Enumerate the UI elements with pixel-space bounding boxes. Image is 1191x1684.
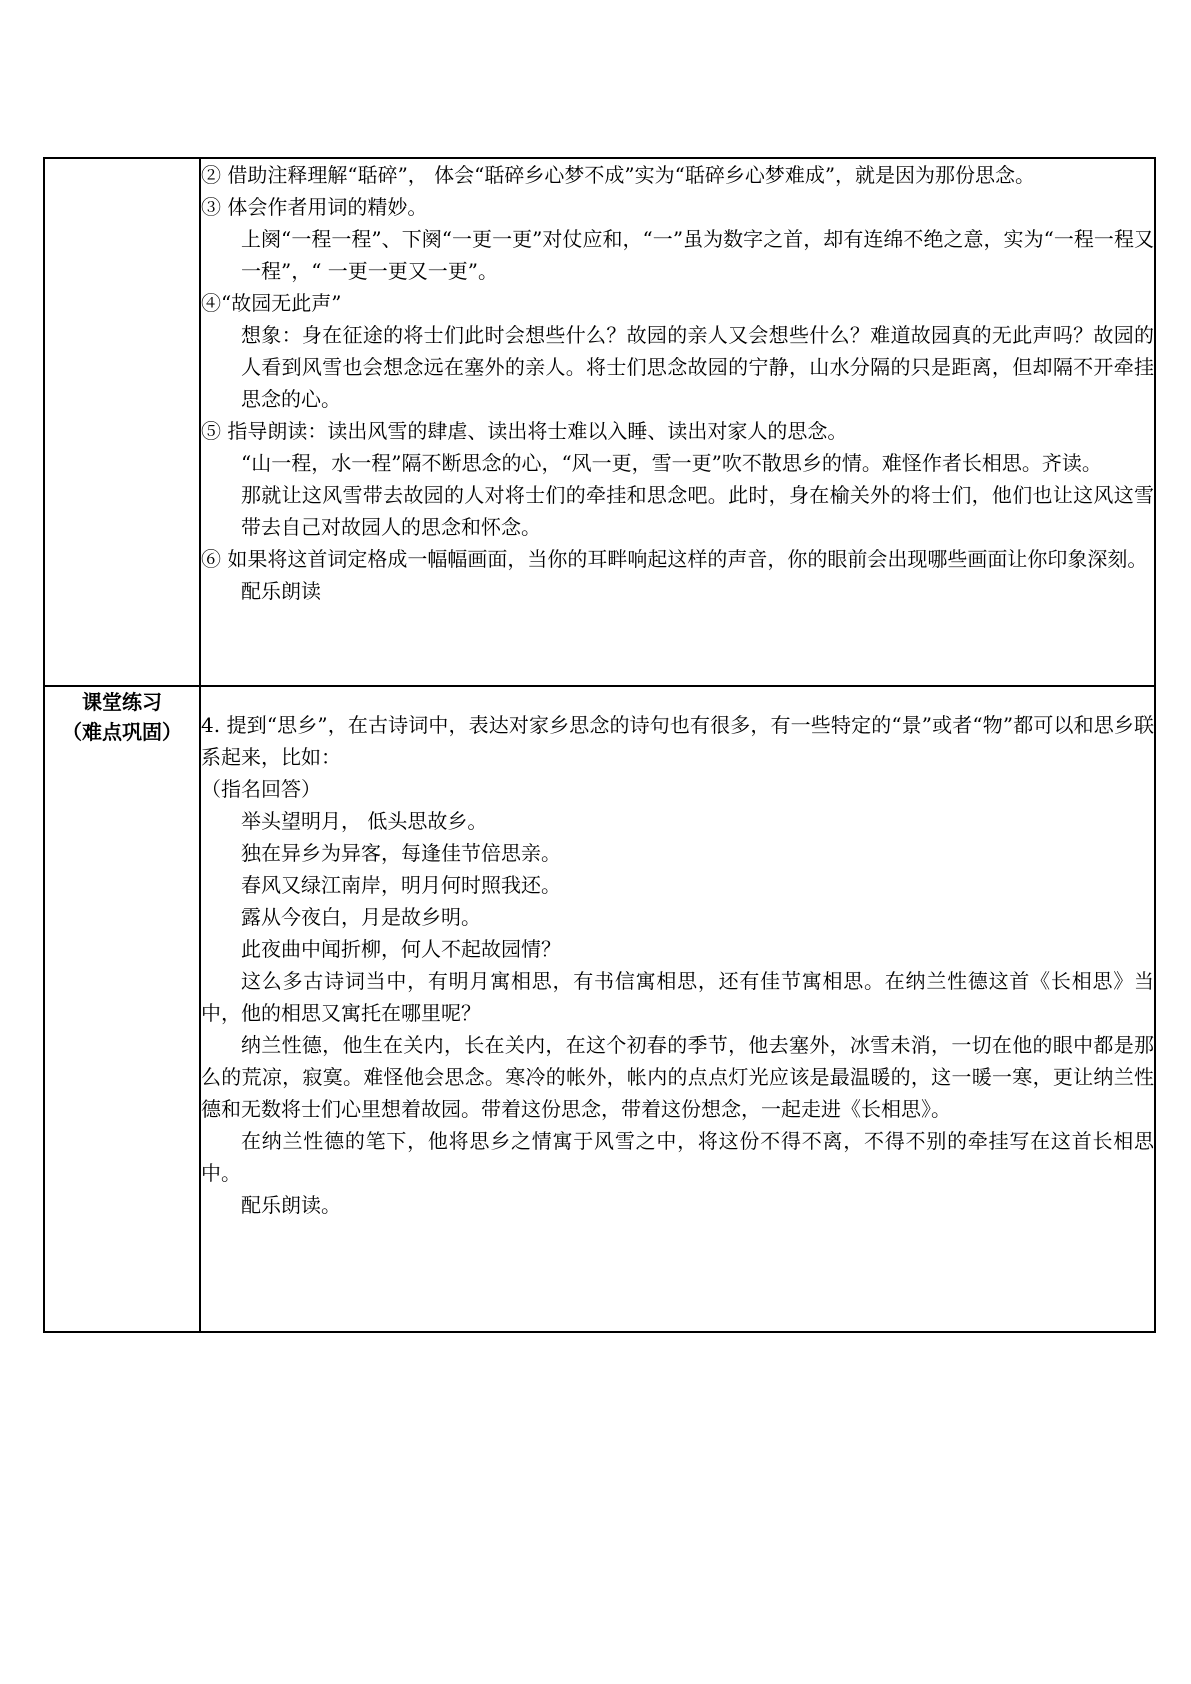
lesson-plan-table: [43, 157, 1156, 1333]
poem-line: 独在异乡为异客，每逢佳节倍思亲。: [241, 841, 561, 865]
paragraph: 这么多古诗词当中，有明月寓相思，有书信寓相思，还有佳节寓相思。在纳兰性德这首《长相思》当中，他的相思又寓托在哪里呢？: [201, 969, 1154, 1025]
paragraph: ⑥ 如果将这首词定格成一幅幅画面，当你的耳畔响起这样的声音，你的眼前会出现哪些画面让你印象深刻。: [201, 547, 1148, 571]
poem-line: 春风又绿江南岸，明月何时照我还。: [241, 873, 561, 897]
class-practice-cell: [200, 686, 1155, 1332]
paragraph: 配乐朗读: [241, 579, 321, 603]
paragraph: （指名回答）: [201, 777, 321, 801]
paragraph: 在纳兰性德的笔下，他将思乡之情寓于风雪之中，将这份不得不离，不得不别的牵挂写在这首长相思中。: [201, 1129, 1154, 1185]
paragraph: ④“故园无此声”: [201, 291, 342, 315]
table-row: [44, 686, 1155, 1332]
row-label-title: 课堂练习: [82, 690, 162, 714]
paragraph: 那就让这风雪带去故园的人对将士们的牵挂和思念吧。此时，身在榆关外的将士们，他们也让这风这雪带去自己对故园人的思念和怀念。: [241, 483, 1154, 539]
paragraph: 4. 提到“思乡”，在古诗词中，表达对家乡思念的诗句也有很多，有一些特定的“景”或者“物”都可以和思乡联系起来，比如：: [201, 713, 1154, 769]
paragraph: 纳兰性德，他生在关内，长在关内，在这个初春的季节，他去塞外，冰雪未消，一切在他的眼中都是那么的荒凉，寂寞。难怪他会思念。寒冷的帐外，帐内的点点灯光应该是最温暖的，这一暖一寒，更让纳兰性德和无数将士们心里想着故园。带着这份思念，带着这份想念，一起走进《长相思》。: [201, 1033, 1154, 1121]
row-label-cell-empty: [44, 158, 200, 686]
table-row: [44, 158, 1155, 686]
poem-line: 此夜曲中闻折柳，何人不起故园情？: [241, 937, 561, 961]
poem-line: 露从今夜白，月是故乡明。: [241, 905, 481, 929]
teaching-steps-cell: [200, 158, 1155, 686]
paragraph: 上阕“一程一程”、下阕“一更一更”对仗应和，“一”虽为数字之首，却有连绵不绝之意，实为“一程一程又一程”，“ 一更一更又一更”。: [241, 227, 1154, 283]
row-label-cell: [44, 686, 200, 1332]
paragraph: ③ 体会作者用词的精妙。: [201, 195, 428, 219]
paragraph: ⑤ 指导朗读：读出风雪的肆虐、读出将士难以入睡、读出对家人的思念。: [201, 419, 848, 443]
paragraph: “山一程，水一程”隔不断思念的心，“风一更，雪一更”吹不散思乡的情。难怪作者长相思。齐读。: [241, 451, 1102, 475]
row-label-subtitle: （难点巩固）: [62, 720, 182, 744]
paragraph: 想象：身在征途的将士们此时会想些什么？故园的亲人又会想些什么？难道故园真的无此声吗？故园的人看到风雪也会想念远在塞外的亲人。将士们思念故园的宁静，山水分隔的只是距离，但却隔不开牵挂思念的心。: [241, 323, 1154, 411]
poem-line: 举头望明月， 低头思故乡。: [241, 809, 488, 833]
paragraph: 配乐朗读。: [241, 1193, 341, 1217]
paragraph: ② 借助注释理解“聒碎”， 体会“聒碎乡心梦不成”实为“聒碎乡心梦难成”，就是因为那份思念。: [201, 163, 1036, 187]
